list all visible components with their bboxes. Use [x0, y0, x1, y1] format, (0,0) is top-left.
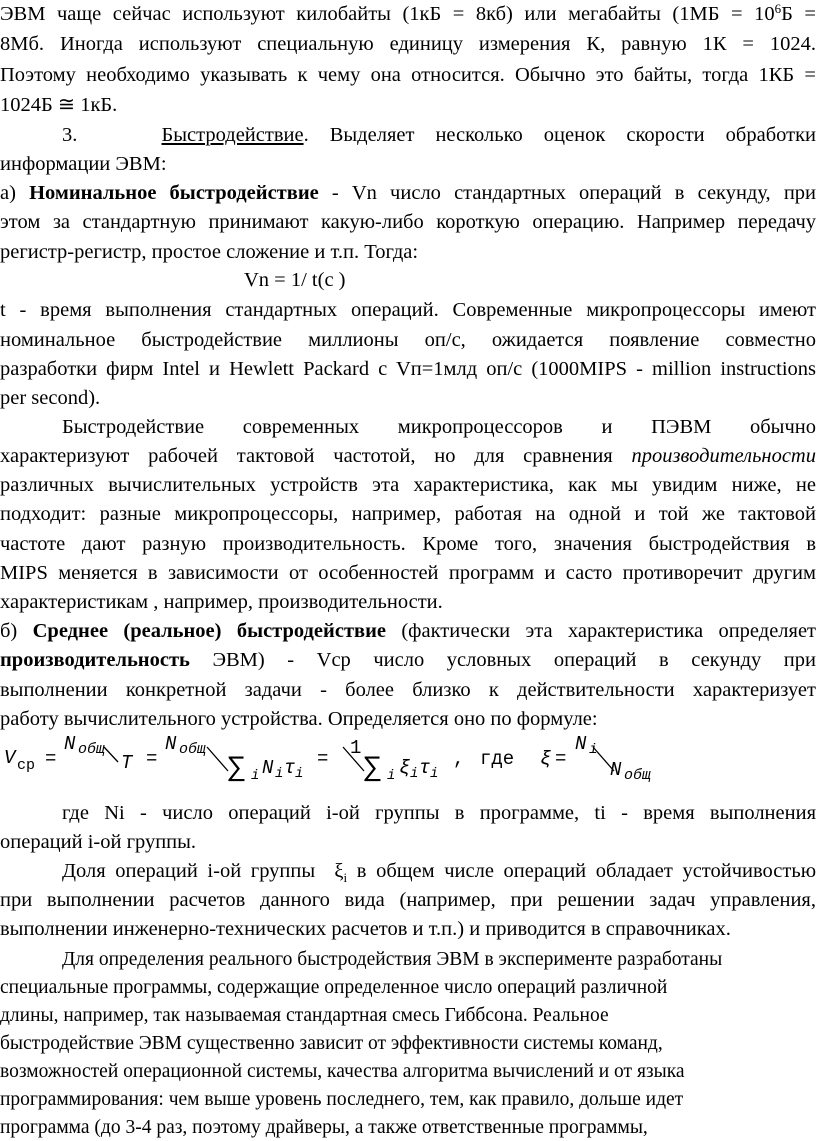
section-number: 3. [62, 124, 78, 146]
section-heading-line [0, 121, 816, 150]
text-line: операций i-ой группы. [0, 831, 197, 853]
text-line: специальные программы, содержащие определенное число операций различной [0, 977, 668, 998]
formula-tau: τ [284, 757, 296, 779]
text-line: длины, например, так называемая стандартная смесь Гиббсона. Реальное [0, 1005, 609, 1026]
text-line: программирования: чем выше уровень последнего, тем, как правило, дольше идет [0, 1089, 684, 1110]
formula-xi: ξ [399, 757, 411, 779]
text-line: разработки фирм Intel и Hewlett Packard c Vп=1млд оп/с (1000MIPS - million instructions [0, 358, 816, 380]
list-marker: б) [0, 620, 18, 642]
text-line: частоте дают разную производительность. Кроме того, значения быстродействия в [0, 533, 816, 555]
term: Среднее (реальное) быстродействие [32, 620, 386, 642]
formula-i: i [410, 766, 419, 782]
formula-i: i [430, 766, 439, 782]
subscript: i [343, 870, 348, 886]
text-line: выполнении инженерно-технических расчетов и т.п.) и приводится в справочниках. [0, 918, 731, 940]
formula-vn: Vn = 1/ t(c ) [244, 269, 346, 291]
text-line: 1024Б ≅ 1кБ. [0, 94, 118, 116]
text: (фактически эта характеристика определяет [401, 620, 816, 642]
formula-tau: τ [419, 757, 431, 779]
formula-n: N [610, 759, 622, 781]
text-line: этом за стандартную принимают какую-либо короткую операцию. Например передачу [0, 211, 816, 233]
fraction-slash [104, 747, 118, 762]
text-line: per second). [0, 387, 101, 409]
text-line: программа (до 3-4 раз, поэтому драйверы, а также ответственные программы, [0, 1117, 648, 1138]
formula-v-sub: ср [17, 757, 36, 774]
formula-v: V [4, 747, 16, 769]
formula-eq: = [45, 748, 57, 770]
formula-n-sub: общ [78, 741, 106, 758]
formula-i: i [275, 766, 284, 782]
formula-n: N [64, 733, 76, 755]
text-line: подходит: разные микропроцессоры, например, работая на одной и той же тактовой [0, 503, 816, 525]
formula-eq: = [317, 748, 329, 770]
text-line: выполнении конкретной задачи - более близко к действительности характеризует [0, 679, 816, 701]
text-line [0, 0, 816, 29]
text-line: номинальное быстродействие миллионы оп/с, ожидается появление совместно [0, 329, 816, 351]
text-line: Быстродействие современных микропроцессоров и ПЭВМ обычно [62, 416, 816, 438]
formula-eq: = [555, 748, 567, 770]
formula-n: N [575, 733, 587, 755]
superscript: 6 [774, 1, 782, 16]
text-line: быстродействие ЭВМ существенно зависит от эффективности системы команд, [0, 1033, 663, 1054]
sum-icon: ∑ [228, 753, 245, 784]
text-line: Поэтому необходимо указывать к чему она относится. Обычно это байты, тогда 1КБ = [0, 64, 816, 86]
formula-n-sub: общ [624, 767, 652, 784]
formula-i: i [251, 768, 260, 784]
text-line: регистр-регистр, простое сложение и т.п. Тогда: [0, 241, 419, 263]
formula-eq: = [146, 748, 158, 770]
fraction-slash [207, 747, 228, 771]
formula-xi: ξ [540, 748, 552, 770]
formula-i: i [295, 766, 304, 782]
text-line: MIPS меняется в зависимости от особенностей программ и састо противоречит другим [0, 562, 816, 584]
formula-graphic [0, 733, 816, 793]
text-line: различных вычислительных устройств эта характеристика, как мы увидим ниже, не [0, 474, 816, 496]
section-heading: Быстродействие [161, 124, 304, 146]
formula-i: i [589, 742, 598, 758]
text-line [0, 179, 816, 208]
italic-term: производительности [631, 445, 816, 467]
text-line: характеристикам , например, производительности. [0, 591, 443, 613]
text: Б = [781, 3, 816, 25]
formula-comma: , [453, 748, 465, 770]
list-marker: а) [0, 182, 16, 204]
text-line: Для определения реального быстродействия ЭВМ в эксперименте разработаны [62, 949, 723, 970]
formula-t: T [121, 752, 133, 774]
term: Номинальное быстродействие [29, 182, 319, 204]
formula-n: N [165, 733, 177, 755]
formula-vsr [0, 733, 816, 793]
text-line: где Ni - число операций i-ой группы в программе, ti - время выполнения [62, 802, 816, 824]
formula-where: где [480, 748, 515, 770]
text-line [0, 646, 816, 675]
text: - Vn число стандартных операций в секунду, при [331, 182, 816, 204]
text: ЭВМ) - Vср число условных операций в секунду при [212, 649, 816, 671]
text-line: информации ЭВМ: [0, 153, 167, 175]
formula-n-sub: общ [179, 741, 207, 758]
text: характеризуют рабочей тактовой частотой, но для сравнения [0, 445, 613, 467]
formula-one: 1 [350, 737, 362, 759]
text-line: при выполнении расчетов данного вида (например, при решении задач управления, [0, 889, 816, 911]
sum-icon: ∑ [364, 753, 381, 784]
text: . Выделяет несколько оценок скорости обработки [303, 124, 816, 146]
text: Доля операций i-ой группы [62, 860, 316, 882]
text-line [0, 442, 816, 471]
text-line: 8Мб. Иногда используют специальную единицу измерения К, равную 1К = 1024. [0, 33, 816, 55]
term: производительность [0, 649, 190, 671]
text: в общем числе операций обладает устойчивостью [356, 860, 816, 882]
text-line: возможностей операционной системы, качества алгоритма вычислений и от языка [0, 1061, 685, 1082]
formula-i: i [387, 768, 396, 784]
text: ЭВМ чаще сейчас используют килобайты (1кБ = 8кб) или мегабайты (1МБ = 10 [0, 3, 775, 25]
text-line: работу вычислительного устройства. Определяется оно по формуле: [0, 708, 598, 730]
text-line [0, 617, 816, 646]
xi-symbol: ξ [334, 860, 344, 882]
formula-ni: N [262, 757, 274, 779]
text-line: t - время выполнения стандартных операций. Современные микропроцессоры имеют [0, 299, 816, 321]
